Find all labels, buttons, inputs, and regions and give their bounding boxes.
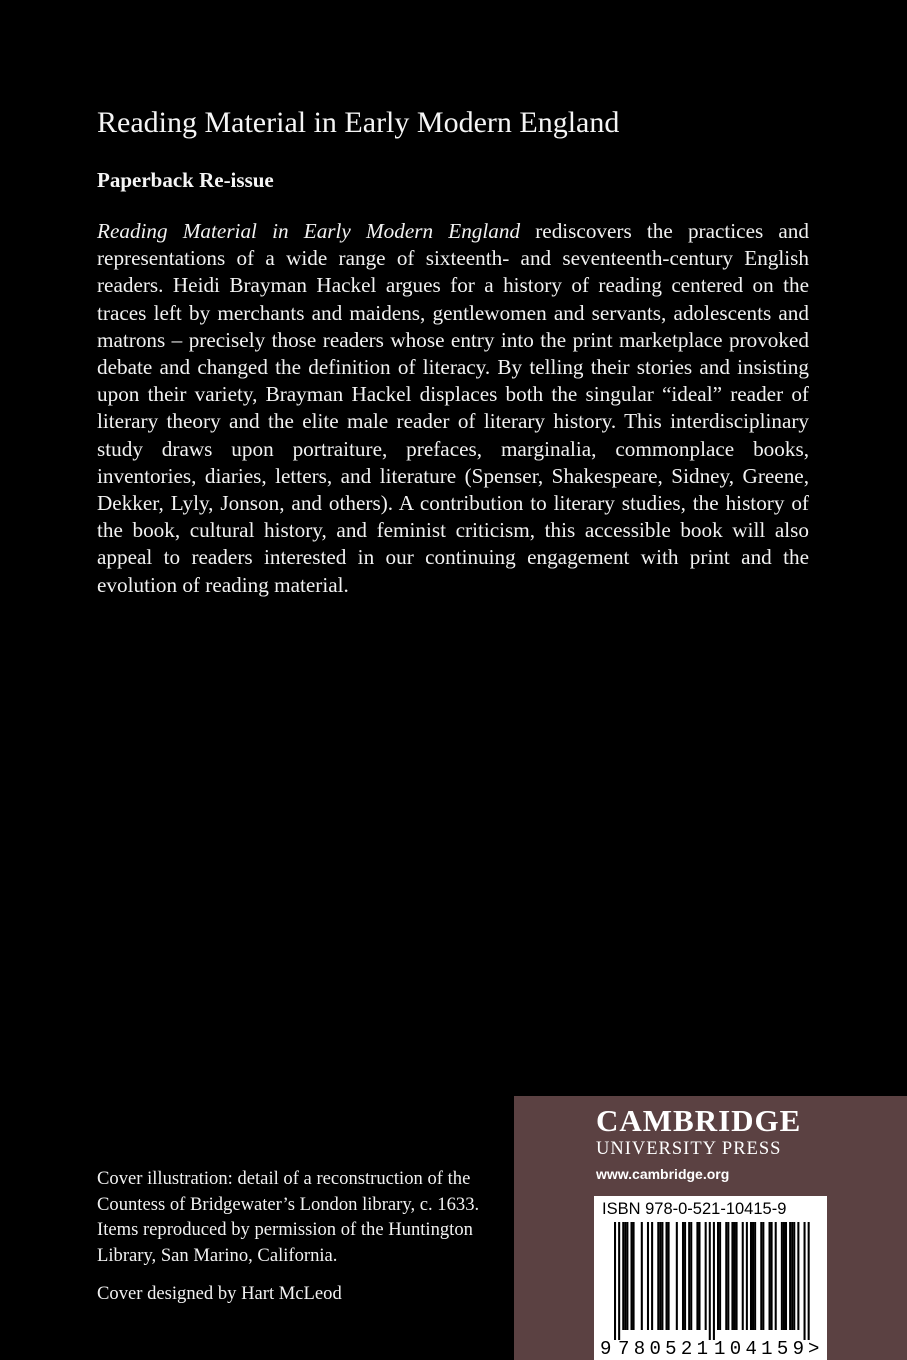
barcode-bar	[725, 1222, 727, 1330]
barcode-bar	[762, 1222, 764, 1330]
barcode-bar	[781, 1222, 783, 1330]
barcode-bar	[717, 1222, 719, 1330]
barcode-bar	[736, 1222, 738, 1330]
book-title: Reading Material in Early Modern England	[97, 106, 620, 139]
barcode-bar	[618, 1222, 620, 1340]
publisher-name: CAMBRIDGE	[596, 1103, 802, 1138]
barcode-bar	[682, 1222, 684, 1330]
barcode-bar	[733, 1222, 735, 1330]
barcode-bar	[789, 1222, 791, 1330]
barcode-graphic	[594, 1220, 827, 1360]
barcode-bar	[659, 1222, 661, 1330]
barcode-bar	[797, 1222, 799, 1330]
barcode-bar	[651, 1222, 653, 1330]
barcode-left-digits: 780521	[618, 1338, 708, 1360]
barcode-bar	[657, 1222, 659, 1330]
cover-credits	[97, 1166, 507, 1307]
barcode-bar	[705, 1222, 707, 1330]
barcode-bar	[676, 1222, 678, 1330]
publisher-website: www.cambridge.org	[596, 1166, 730, 1182]
barcode-bar	[719, 1222, 721, 1330]
barcode-bar	[688, 1222, 690, 1330]
barcode-bar	[622, 1222, 624, 1330]
barcode-bar	[752, 1222, 754, 1330]
publisher-subname: UNIVERSITY PRESS	[596, 1139, 782, 1159]
isbn-label: ISBN 978-0-521-10415-9	[602, 1200, 787, 1218]
barcode-bar	[746, 1222, 748, 1330]
barcode-quiet-mark: >	[808, 1338, 820, 1360]
barcode-bars	[614, 1222, 810, 1340]
barcode-bar	[630, 1222, 632, 1330]
barcode-bar	[626, 1222, 628, 1330]
barcode-bar	[769, 1222, 771, 1330]
barcode-bar	[750, 1222, 752, 1330]
barcode-bar	[793, 1222, 795, 1330]
barcode-bar	[709, 1222, 711, 1340]
barcode-bar	[775, 1222, 777, 1330]
barcode-lead-digit: 9	[600, 1338, 612, 1360]
barcode-bar	[785, 1222, 787, 1330]
barcode-bar	[696, 1222, 698, 1330]
barcode-right-digits: 104159	[714, 1338, 804, 1360]
barcode-bar	[641, 1222, 643, 1330]
barcode-bar	[668, 1222, 670, 1330]
barcode-bar	[731, 1222, 733, 1330]
barcode-bar	[698, 1222, 700, 1330]
barcode-bar	[614, 1222, 616, 1340]
barcode-bar	[661, 1222, 663, 1330]
barcode-bar	[666, 1222, 668, 1330]
publisher-panel	[514, 1096, 907, 1360]
barcode-bar	[760, 1222, 762, 1330]
barcode-bar	[624, 1222, 626, 1330]
description-body: rediscovers the practices and representations of a wide range of sixteenth- and seventeenth-century English readers. Heidi Brayman Hackel argues for a history of reading centered on the traces left by merchants and maidens, gentlewomen and servants, adolescents and matrons – precisely those readers whose entry into the print marketplace provoked debate and changed the definition of literacy. By telling their stories and insisting upon their variety, Brayman Hackel displaces both the singular “ideal” reader of literary theory and the elite male reader of literary history. This interdisciplinary study draws upon portraiture, prefaces, marginalia, commonplace books, inventories, diaries, letters, and literature (Spenser, Shakespeare, Sidney, Greene, Dekker, Lyly, Jonson, and others). A contribution to literary studies, the history of the book, cultural history, and feminist criticism, this accessible book will also appeal to readers interested in our continuing engagement with print and the evolution of reading material.	[97, 219, 809, 597]
barcode-bar	[713, 1222, 715, 1340]
barcode-bar	[633, 1222, 635, 1330]
isbn-barcode	[594, 1196, 827, 1360]
barcode-bar	[727, 1222, 729, 1330]
barcode-bar	[647, 1222, 649, 1330]
barcode-bar	[742, 1222, 744, 1330]
barcode-bar	[791, 1222, 793, 1330]
barcode-bar	[808, 1222, 810, 1340]
barcode-bar	[783, 1222, 785, 1330]
barcode-bar	[684, 1222, 686, 1330]
edition-label: Paperback Re-issue	[97, 168, 274, 192]
barcode-bar	[754, 1222, 756, 1330]
barcode-bar	[804, 1222, 806, 1340]
barcode-bar	[690, 1222, 692, 1330]
book-description	[97, 218, 809, 599]
description-lead-title: Reading Material in Early Modern England	[97, 219, 521, 243]
illustration-credit: Cover illustration: detail of a reconstruction of the Countess of Bridgewater’s London library, c. 1633. Items reproduced by permission of the Huntington Library, San Marino, California.	[97, 1168, 480, 1266]
barcode-bar	[771, 1222, 773, 1330]
designer-credit: Cover designed by Hart McLeod	[97, 1283, 342, 1304]
